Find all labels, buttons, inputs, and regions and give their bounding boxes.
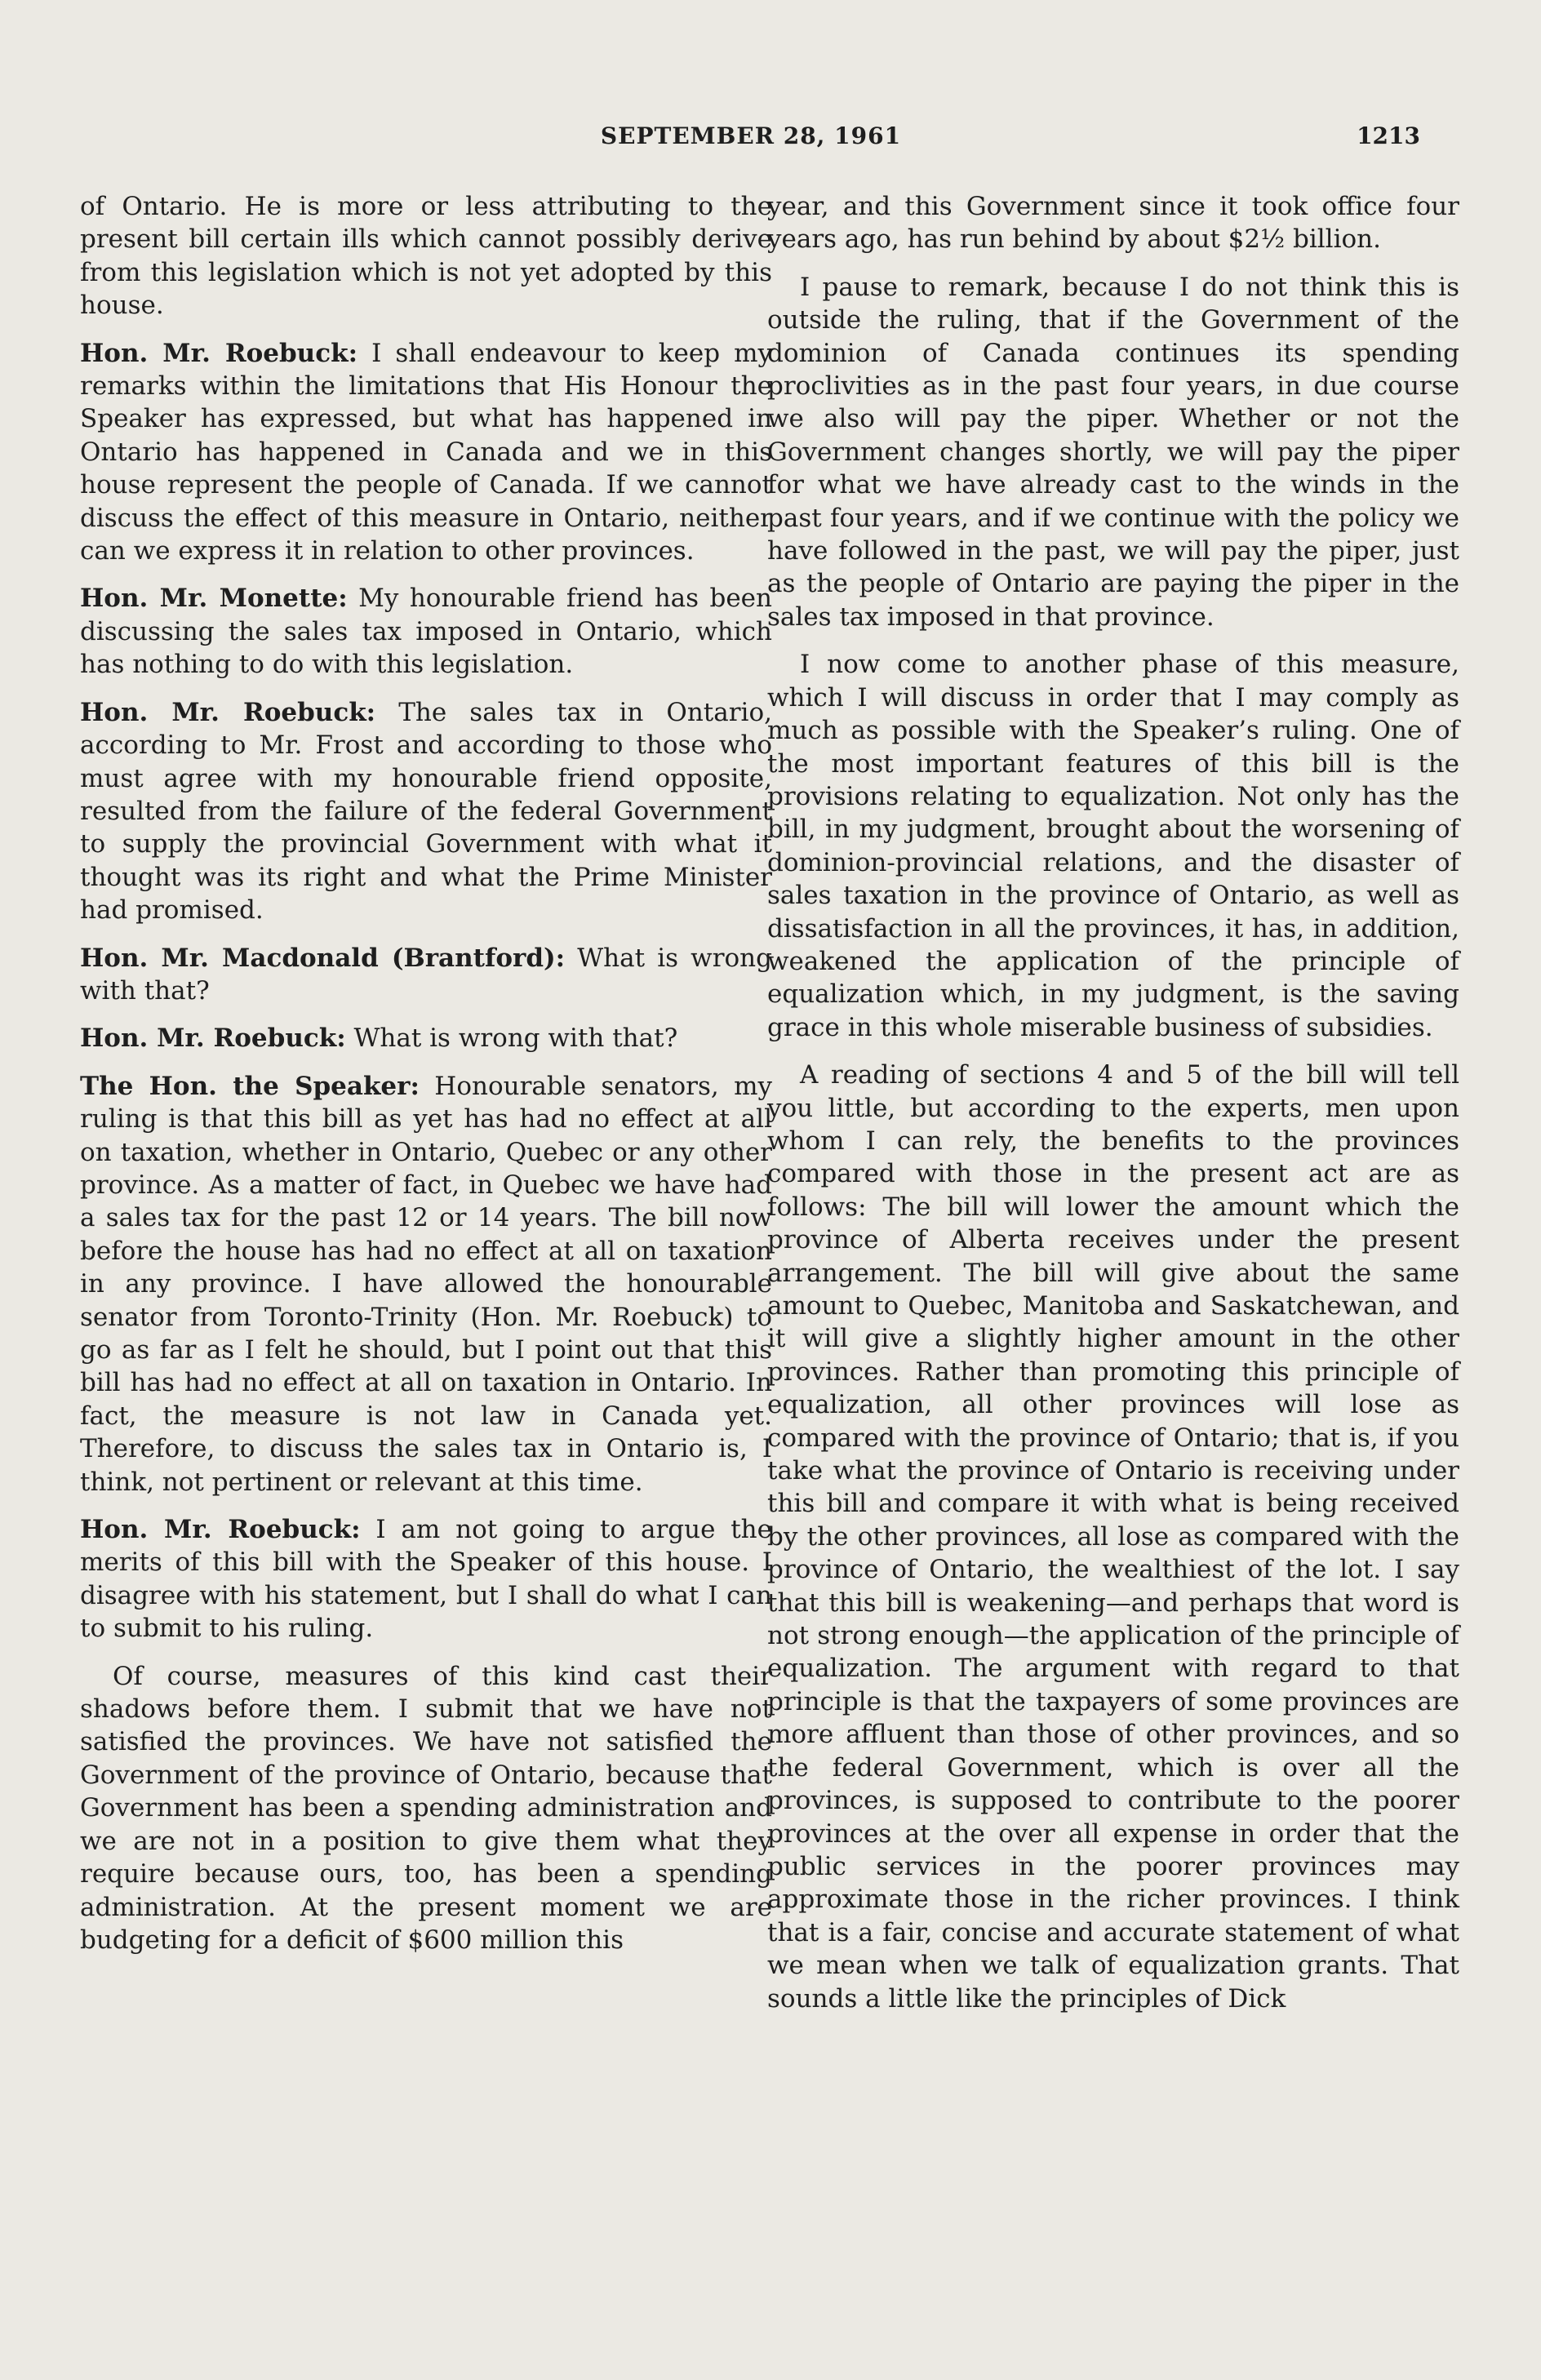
paragraph xyxy=(767,190,1459,256)
paragraph xyxy=(80,1070,772,1499)
speaker-name: Hon. Mr. Roebuck: xyxy=(80,1023,346,1054)
paragraph xyxy=(767,1059,1459,2015)
paragraph-text: What is wrong with that? xyxy=(80,943,772,1006)
paragraph xyxy=(767,648,1459,1044)
page-header xyxy=(82,122,1420,163)
paragraph xyxy=(80,190,772,322)
paragraph-text: year, and this Government since it took office four years ago, has run behind by about $2½ billion. xyxy=(767,192,1459,255)
speaker-name: Hon. Mr. Roebuck: xyxy=(80,338,358,368)
paragraph-text: I pause to remark, because I do not think this is outside the ruling, that if the Government of the dominion of Canada continues its spending proclivities as in the past four years, in due course we also will pay the piper. Whether or not the Government changes shortly, we will pay the piper for what we have already cast to the winds in the past four years, and if we continue with the policy we have followed in the past, we will pay the piper, just as the people of Ontario are paying the piper in the sales tax imposed in that province. xyxy=(767,272,1459,632)
speaker-name: Hon. Mr. Monette: xyxy=(80,584,348,614)
paragraph xyxy=(80,1513,772,1645)
speaker-name: The Hon. the Speaker: xyxy=(80,1071,420,1101)
paragraph xyxy=(80,582,772,681)
paragraph-text: Honourable senators, my ruling is that this bill as yet has had no effect at all on taxation, whether in Ontario, Quebec or any other province. As a matter of fact, in Quebec we have had a sales tax for the past 12 or 14 years. The bill now before the house has had no effect at all on taxation in any province. I have allowed the honourable senator from Toronto-Trinity (Hon. Mr. Roebuck) to go as far as I felt he should, but I point out that this bill has had no effect at all on taxation in Ontario. In fact, the measure is not law in Canada yet. Therefore, to discuss the sales tax in Ontario is, I think, not pertinent or relevant at this time. xyxy=(80,1071,773,1497)
paragraph xyxy=(80,1660,772,1957)
left-column xyxy=(80,190,772,1971)
speaker-name: Hon. Mr. Roebuck: xyxy=(80,1515,361,1545)
page-date: SEPTEMBER 28, 1961 xyxy=(600,122,902,149)
paragraph-text: Of course, measures of this kind cast their shadows before them. I submit that we have not satisfied the provinces. We have not satisfied the Government of the province of Ontario, because that Government has been a spending administration and we are not in a position to give them what they require because ours, too, has been a spending administration. At the present moment we are budgeting for a deficit of $600 million this xyxy=(80,1661,772,1955)
speaker-name: Hon. Mr. Roebuck: xyxy=(80,697,376,727)
right-column xyxy=(767,190,1459,2030)
paragraph-text: I shall endeavour to keep my remarks within the limitations that His Honour the Speaker has expressed, but what has happened in Ontario has happened in Canada and we in this house represent the people of Canada. If we cannot discuss the effect of this measure in Ontario, neither can we express it in relation to other provinces. xyxy=(80,338,773,566)
paragraph xyxy=(80,942,772,1008)
speaker-name: Hon. Mr. Macdonald (Brantford): xyxy=(80,943,566,973)
paragraph-text: My honourable friend has been discussing the sales tax imposed in Ontario, which has nothing to do with this legislation. xyxy=(80,584,772,680)
paragraph-text: What is wrong with that? xyxy=(353,1023,678,1054)
paragraph xyxy=(80,1022,772,1055)
paragraph xyxy=(767,271,1459,633)
page-number: 1213 xyxy=(1357,122,1420,149)
paragraph-text: A reading of sections 4 and 5 of the bill will tell you little, but according to the experts, men upon whom I can rely, the benefits to the provinces compared with those in the present act are as follows: The bill will lower the amount which the province of Alberta receives under the present arrangement. The bill will give about the same amount to Quebec, Manitoba and Saskatchewan, and it will give a slightly higher amount in the other provinces. Rather than promoting this principle of equalization, all other provinces will lose as compared with the province of Ontario; that is, if you take what the province of Ontario is receiving under this bill and compare it with what is being received by the other provinces, all lose as compared with the province of Ontario, the wealthiest of the lot. I say that this bill is weakening—and perhaps that word is not strong enough—the application of the principle of equalization. The argument with regard to that principle is that the taxpayers of some provinces are more affluent than those of other provinces, and so the federal Government, which is over all the provinces, is supposed to contribute to the poorer provinces at the over all expense in order that the public services in the poorer provinces may approximate those in the richer provinces. I think that is a fair, concise and accurate statement of what we mean when we talk of equalization grants. That sounds a little like the principles of Dick xyxy=(767,1060,1459,2014)
paragraph xyxy=(80,696,772,927)
paragraph-text: I am not going to argue the merits of this bill with the Speaker of this house. I disagree with his statement, but I shall do what I can to submit to his ruling. xyxy=(80,1515,772,1644)
paragraph-text: I now come to another phase of this measure, which I will discuss in order that I may comply as much as possible with the Speaker’s ruling. One of the most important features of this bill is the provisions relating to equalization. Not only has the bill, in my judgment, brought about the worsening of dominion-provincial relations, and the disaster of sales taxation in the province of Ontario, as well as dissatisfaction in all the provinces, it has, in addition, weakened the application of the principle of equalization which, in my judgment, is the saving grace in this whole miserable business of subsidies. xyxy=(767,650,1459,1042)
paragraph xyxy=(80,337,772,568)
paragraph-text: of Ontario. He is more or less attributing to the present bill certain ills which cannot possibly derive from this legislation which is not yet adopted by this house. xyxy=(80,192,772,321)
paragraph-text: The sales tax in Ontario, according to Mr. Frost and according to those who must agree with my honourable friend opposite, resulted from the failure of the federal Government to supply the provincial Government with what it thought was its right and what the Prime Minister had promised. xyxy=(80,697,772,926)
